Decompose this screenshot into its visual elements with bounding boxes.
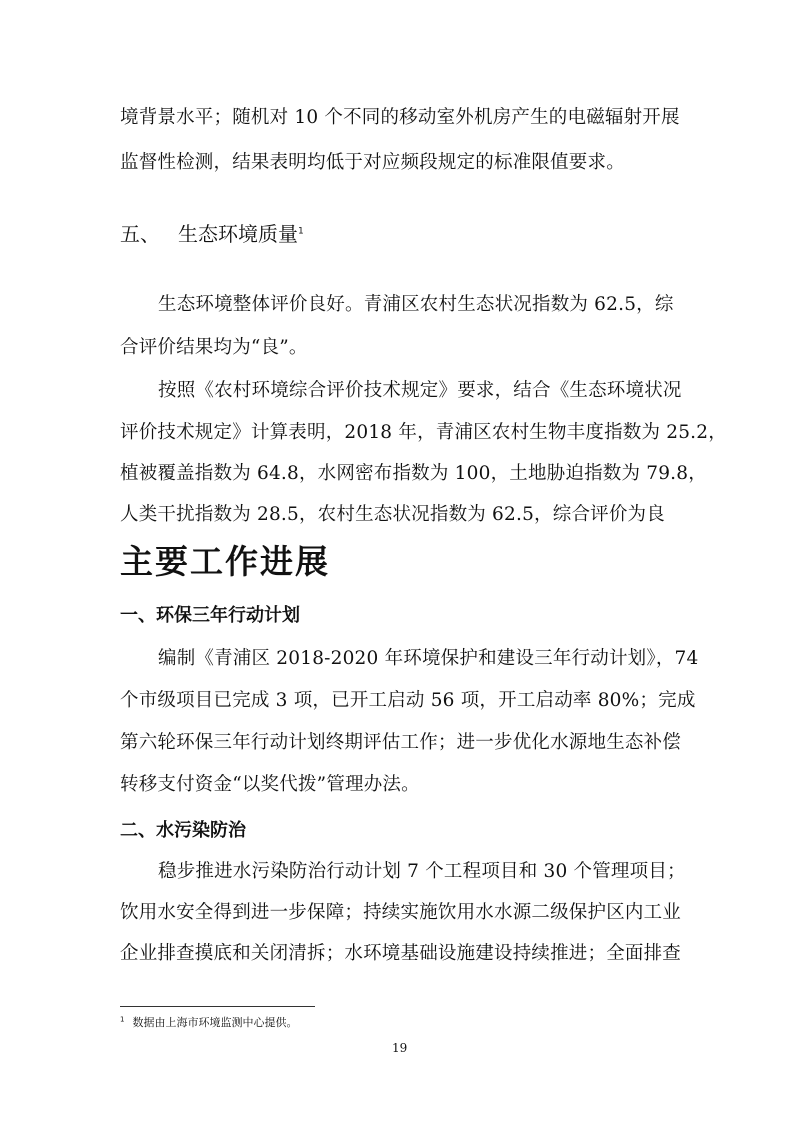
body-line: 转移支付资金“以奖代拨”管理办法。 <box>120 774 420 795</box>
section-number: 五、 <box>120 222 160 246</box>
body-line: 监督性检测，结果表明均低于对应频段规定的标准限值要求。 <box>120 152 625 173</box>
page-number: 19 <box>392 1041 408 1055</box>
sub-heading: 二、水污染防治 <box>120 820 246 841</box>
body-line: 评价技术规定》计算表明，2018 年，青浦区农村生物丰度指数为 25.2， <box>120 422 727 443</box>
sub-heading: 一、环保三年行动计划 <box>120 605 300 626</box>
footnote-marker: 1 <box>298 226 304 237</box>
body-line: 合评价结果均为“良”。 <box>120 337 308 358</box>
main-title: 主要工作进展 <box>120 542 330 581</box>
footnote-mark: 1 <box>120 1015 125 1024</box>
body-line: 稳步推进水污染防治行动计划 7 个工程项目和 30 个管理项目； <box>158 861 686 882</box>
body-line: 植被覆盖指数为 64.8，水网密布指数为 100，土地胁迫指数为 79.8， <box>120 463 707 484</box>
section-heading <box>120 218 304 247</box>
body-line: 个市级项目已完成 3 项，已开工启动 56 项，开工启动率 80%；完成 <box>120 690 696 711</box>
footnote-divider <box>120 1006 315 1007</box>
body-line: 饮用水安全得到进一步保障；持续实施饮用水水源二级保护区内工业 <box>120 902 682 923</box>
body-line: 境背景水平；随机对 10 个不同的移动室外机房产生的电磁辐射开展 <box>120 107 680 128</box>
body-line: 编制《青浦区 2018-2020 年环境保护和建设三年行动计划》，74 <box>158 648 699 669</box>
footnote <box>120 1014 297 1030</box>
body-line: 人类干扰指数为 28.5，农村生态状况指数为 62.5，综合评价为良 <box>120 504 665 525</box>
body-line: 第六轮环保三年行动计划终期评估工作；进一步优化水源地生态补偿 <box>120 732 682 753</box>
body-line: 按照《农村环境综合评价技术规定》要求，结合《生态环境状况 <box>158 380 682 401</box>
section-title: 生态环境质量 <box>178 222 298 246</box>
footnote-text: 数据由上海市环境监测中心提供。 <box>132 1016 298 1029</box>
body-line: 生态环境整体评价良好。青浦区农村生态状况指数为 62.5，综 <box>158 294 674 315</box>
body-line: 企业排查摸底和关闭清拆；水环境基础设施建设持续推进；全面排查 <box>120 943 682 964</box>
